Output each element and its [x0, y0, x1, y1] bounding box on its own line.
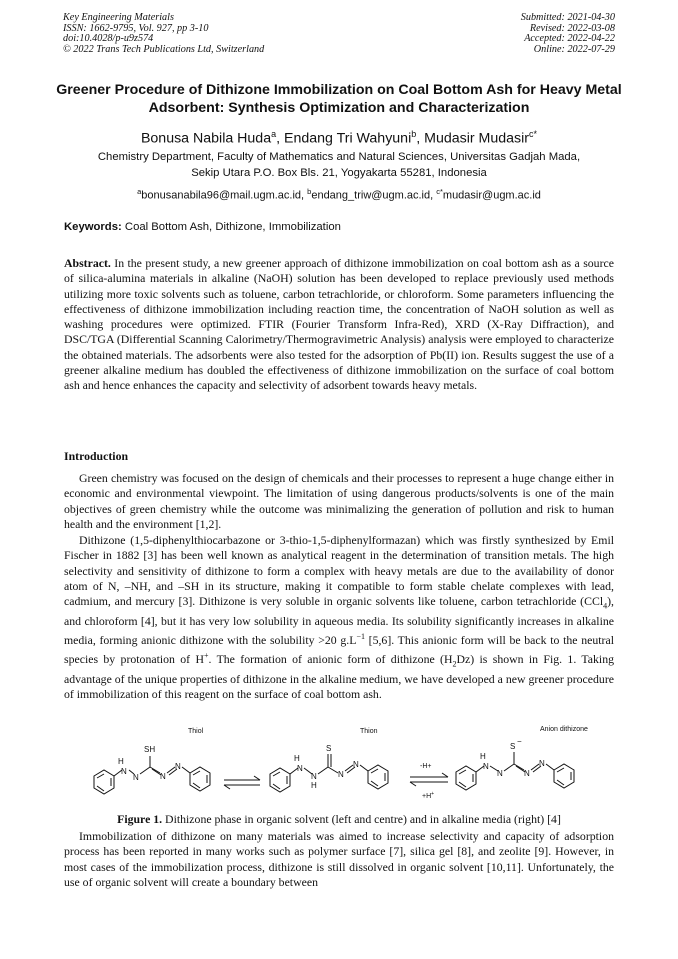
label-anion-dithizone: Anion dithizone: [540, 726, 588, 733]
intro-paragraph-1: Green chemistry was focused on the design of chemicals and their processes to represent a huge change either in economic and environmental viewpoint. The limitation of using dangerous products/solvents is one of the main objectives of green chemistry while the outcome was minimalizing the generation of pollution and risk to human health and the environment [1,2].: [64, 471, 614, 531]
author-list: [40, 125, 638, 148]
date-accepted: Accepted: 2022-04-22: [524, 33, 615, 45]
abstract-label: Abstract.: [64, 256, 111, 270]
atom-n: N: [311, 772, 317, 781]
intro-p2-text: . The formation of anionic form of dithizone (H: [208, 652, 453, 667]
caption-text: Dithizone phase in organic solvent (left and centre) and in alkaline media (right) [4]: [162, 812, 561, 826]
subscript: 4: [603, 601, 608, 611]
atom-sh: SH: [144, 745, 156, 754]
date-online: Online: 2022-07-29: [533, 43, 615, 55]
dithizone-structures: [64, 716, 614, 816]
atom-s: S: [510, 742, 516, 751]
atom-n: N: [297, 764, 303, 773]
atom-n: N: [524, 769, 530, 778]
email-2[interactable]: endang_triw@ugm.ac.id,: [311, 189, 437, 202]
intro-p2-text: Dz) is shown in Fig. 1. Taking advantage of the unique properties of dithizone in the alkaline medium, we have developed a new greener procedure of immobilization of this reagent on the surface of coal bottom ash.: [64, 652, 615, 702]
keywords-text: Coal Bottom Ash, Dithizone, Immobilization: [121, 221, 341, 233]
journal-doi: doi:10.4028/p-u9z574: [63, 33, 154, 45]
affiliation: [40, 149, 638, 181]
atom-n: N: [133, 773, 139, 782]
arrow-label-plus-h-sup: +: [431, 791, 435, 797]
superscript: +: [203, 651, 209, 661]
figure-1: [64, 716, 614, 816]
atom-n: N: [497, 769, 503, 778]
journal-name: Key Engineering Materials: [63, 12, 174, 23]
atom-h: H: [118, 757, 124, 766]
affiliation-line-1: Chemistry Department, Faculty of Mathematics and Natural Sciences, Universitas Gadjah Mada,: [97, 151, 581, 163]
equilibrium-arrow-icon: [410, 773, 448, 786]
subscript: 2: [452, 659, 457, 669]
anion-dithizone-molecule: [456, 752, 574, 790]
label-thion: Thion: [360, 728, 378, 735]
keywords: [64, 220, 614, 234]
arrow-label-plus-h: [422, 791, 434, 800]
caption-label: Figure 1.: [117, 812, 163, 826]
abstract: [64, 256, 614, 394]
email-3[interactable]: mudasir@ugm.ac.id: [442, 189, 541, 202]
journal-issn: ISSN: 1662-9795, Vol. 927, pp 3-10: [63, 22, 209, 34]
email-list: [40, 185, 638, 203]
intro-p2-text: ), and chloroform [4], but it has very low solubility in aqueous media. Its solubility significantly increases in alkaline media, forming anionic dithizone with the solubility >20 g.L: [64, 594, 614, 648]
atom-s: S: [326, 744, 332, 753]
journal-info: [63, 13, 264, 55]
atom-n: N: [353, 760, 359, 769]
label-thiol: Thiol: [188, 728, 204, 735]
arrow-label-plus-h-text: +H: [422, 793, 432, 800]
figure-1-caption: [64, 812, 614, 826]
author-1: Bonusa Nabila Huda: [140, 130, 272, 147]
email-3-sup: c*: [436, 187, 443, 196]
email-1-sup: a: [137, 187, 142, 196]
email-2-sup: b: [307, 187, 312, 196]
atom-charge: −: [517, 737, 522, 746]
author-3-sup: c*: [529, 129, 538, 139]
atom-n: N: [121, 767, 127, 776]
equilibrium-arrow-icon: [224, 776, 260, 789]
atom-n: N: [160, 772, 166, 781]
author-2-sup: b: [411, 129, 417, 139]
atom-n: N: [539, 759, 545, 768]
atom-h: H: [294, 754, 300, 763]
submission-dates: [521, 13, 615, 55]
abstract-text: In the present study, a new greener approach of dithizone immobilization on coal bottom ash as a source of silica-alumina materials in alkaline (NaOH) solution has been developed to replace previously used methods utilizing more toxic solvents such as toluene, carbon tetrachloride, or chloroform. Some parameters influencing the effectiveness of dithizone immobilization including reaction time, the concentration of NaOH solution as well as washing procedures were optimized. FTIR (Fourier Transform Infra-Red), XRD (X-Ray Diffraction), and DSC/TGA (Differential Scanning Calorimetry/Thermogravimetric Analysis) analysis were employed to characterize the obtained materials. The adsorbents were also tested for the adsorption of Pb(II) ion. Results suggest the use of a greener alkaline medium has doubled the effectiveness of dithizone immobilization on the surface of coal bottom ash and hence enhances the capacity and selectivity of adsorbent towards heavy metals.: [64, 256, 614, 393]
author-3: Mudasir Mudasir: [424, 130, 530, 147]
atom-n: N: [175, 762, 181, 771]
section-heading-introduction: Introduction: [64, 449, 129, 463]
author-1-sup: a: [271, 129, 277, 139]
intro-paragraph-2: [64, 533, 614, 703]
atom-h: H: [480, 752, 486, 761]
atom-h: H: [311, 781, 317, 790]
paper-title: Greener Procedure of Dithizone Immobilization on Coal Bottom Ash for Heavy Metal Adsorbent: Synthesis Optimization and Characterization: [56, 82, 622, 116]
email-1[interactable]: bonusanabila96@mail.ugm.ac.id,: [141, 189, 308, 202]
date-revised: Revised: 2022-03-08: [529, 22, 615, 34]
affiliation-line-2: Sekip Utara P.O. Box Bls. 21, Yogyakarta 55281, Indonesia: [191, 167, 487, 179]
thion-molecule: [270, 754, 388, 792]
thiol-molecule: [94, 756, 210, 794]
atom-n: N: [483, 762, 489, 771]
author-2: Endang Tri Wahyuni: [284, 130, 412, 147]
author-separator: ,: [276, 130, 284, 147]
date-submitted: Submitted: 2021-04-30: [520, 12, 615, 23]
arrow-label-minus-h: -H+: [420, 763, 432, 770]
superscript: −1: [356, 632, 365, 642]
journal-copyright: © 2022 Trans Tech Publications Ltd, Switzerland: [63, 43, 265, 55]
keywords-label: Keywords:: [64, 221, 122, 233]
atom-n: N: [338, 770, 344, 779]
author-separator: ,: [416, 130, 425, 147]
intro-paragraph-3: Immobilization of dithizone on many materials was aimed to increase selectivity and capacity of adsorption process has been reported in many works such as polymer surface [7], silica gel [8], and zeolite [9]. However, in most cases of the immobilization process, dithizone is still dissolved in organic solvent [10,11]. Unfortunately, the use of organic solvent will create a boundary between: [64, 829, 614, 889]
intro-p2-text: Dithizone (1,5-diphenylthiocarbazone or 3-thio-1,5-diphenylformazan) which was firstly synthesized by Emil Fischer in 1882 [3] has been well known as analytical reagent in the determination of transition metals. The high selectivity and sensitivity of dithizone to form a complex with heavy metals are due to the availability of donor atom of N, –NH, and –SH in its structure, making it compatible to form stable chelate complexes with lead, cadmium, and mercury [3]. Dithizone is very soluble in organic solvents like toluene, carbon tetrachloride (CCl: [64, 533, 614, 609]
intro-p2-text: [5,6]. This anionic form will be back to the neutral species by protonation of H: [64, 633, 614, 667]
